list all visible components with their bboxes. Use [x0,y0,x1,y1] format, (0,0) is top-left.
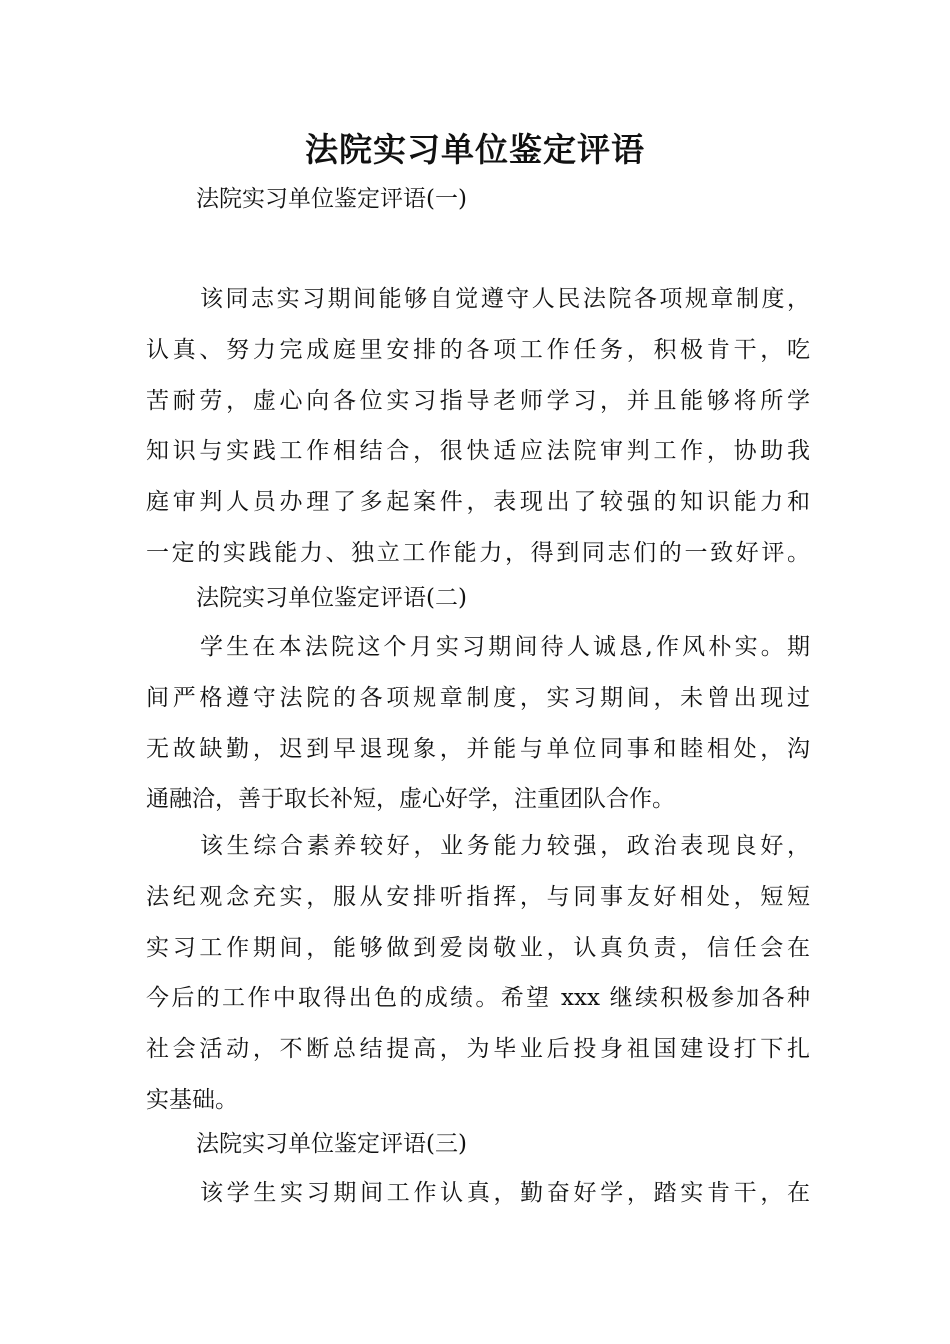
text-line: 知识与实践工作相结合，很快适应法院审判工作，协助我 [146,438,810,465]
text-line: 实习工作期间，能够做到爱岗敬业，认真负责，信任会在 [146,934,810,961]
text-line: 学生在本法院这个月实习期间待人诚恳,作风朴实。期 [200,634,810,660]
text-line: 今后的工作中取得出色的成绩。希望 xxx 继续积极参加各种 [146,985,810,1012]
text-line: 法纪观念充实，服从安排听指挥，与同事友好相处，短短 [146,883,810,910]
text-line: 该学生实习期间工作认真，勤奋好学，踏实肯干，在 [200,1180,810,1206]
section-2-paragraph-2 [146,821,810,1126]
section-1-paragraph-1 [146,274,810,579]
text-line: 间严格遵守法院的各项规章制度，实习期间，未曾出现过 [146,684,810,711]
section-3-paragraph-1 [146,1168,810,1219]
section-heading-1: 法院实习单位鉴定评语(一) [196,186,467,212]
text-line: 该同志实习期间能够自觉遵守人民法院各项规章制度， [200,286,810,312]
text-line: 社会活动，不断总结提高，为毕业后投身祖国建设打下扎 [146,1036,810,1063]
text-line: 无故缺勤，迟到早退现象，并能与单位同事和睦相处，沟 [146,735,810,762]
text-line: 庭审判人员办理了多起案件，表现出了较强的知识能力和 [146,489,810,516]
text-line: 一定的实践能力、独立工作能力，得到同志们的一致好评。 [146,539,810,566]
text-line: 苦耐劳，虚心向各位实习指导老师学习，并且能够将所学 [146,387,810,414]
section-heading-2: 法院实习单位鉴定评语(二) [196,585,467,611]
document-title: 法院实习单位鉴定评语 [305,130,645,169]
text-line: 该生综合素养较好，业务能力较强，政治表现良好， [200,833,810,859]
text-line: 通融洽，善于取长补短，虚心好学，注重团队合作。 [146,786,675,813]
text-line: 认真、努力完成庭里安排的各项工作任务，积极肯干，吃 [146,336,810,363]
section-2-paragraph-1 [146,622,810,825]
text-line: 实基础。 [146,1086,238,1113]
section-heading-3: 法院实习单位鉴定评语(三) [196,1131,467,1157]
